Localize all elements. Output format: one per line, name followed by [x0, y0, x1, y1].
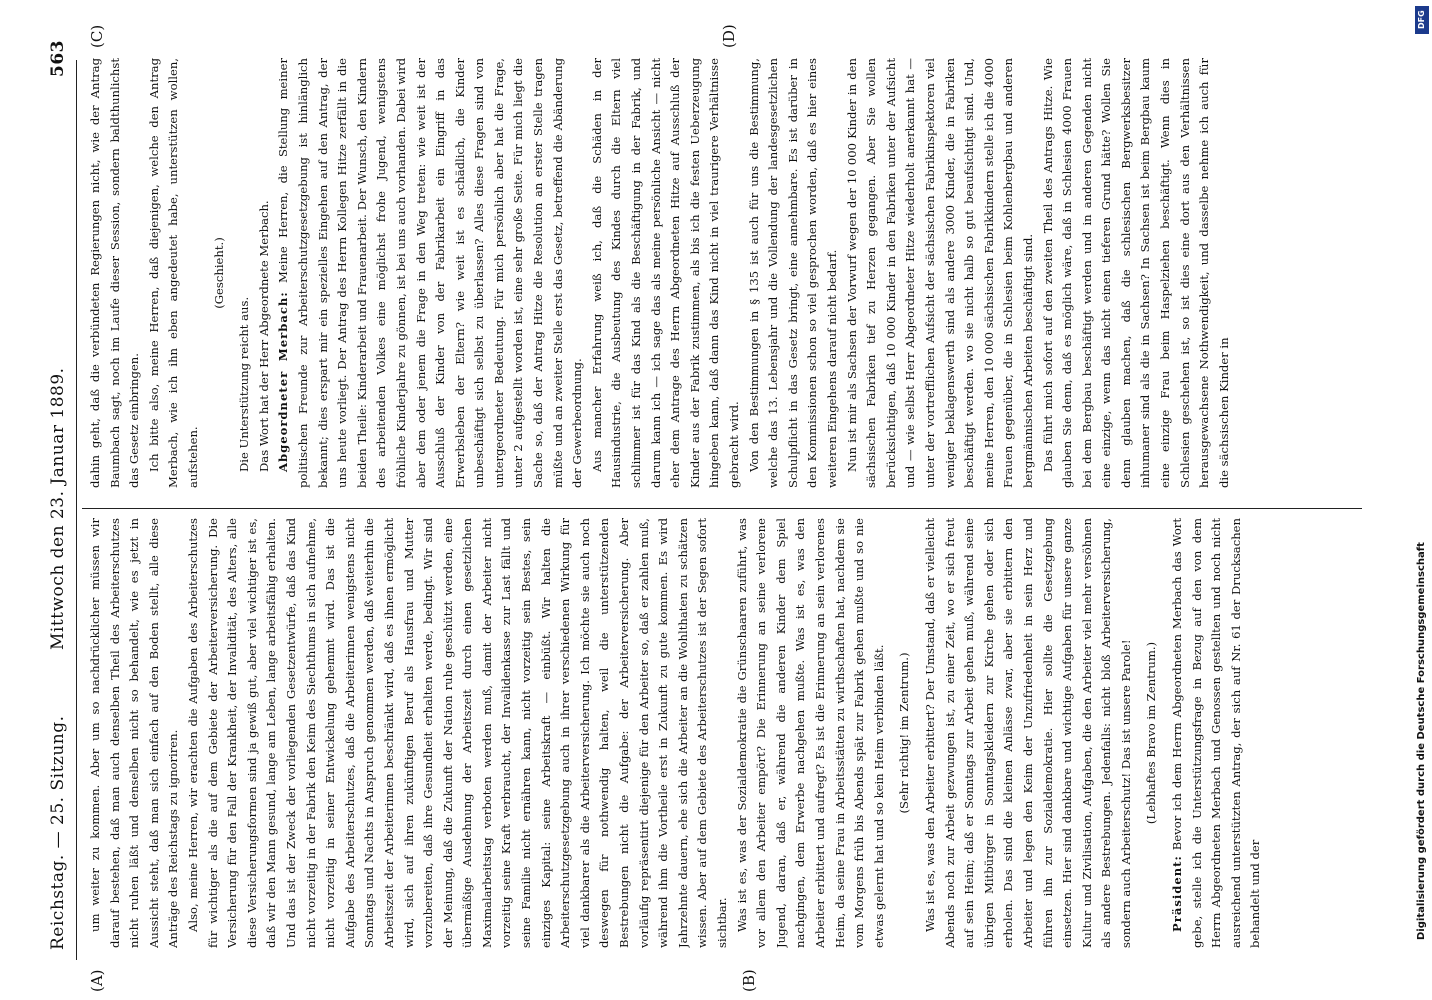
paragraph: Nun ist mir als Sachsen der Vorwurf wegen der 10 000 Kinder in den sächsischen Fabriken tief zu Herzen gegangen. Aber Sie wollen berücksichtigen, daß 10 000 Kinder in den Fabriken unter der Aufsicht und — wie selbst Herr Abgeordneter Hitze wiederholt anerkannt hat — unter der vortrefflichen Aufsicht der sächsischen Fabrikinspektoren viel weniger beklagenswerth sind als andere 3000 Kinder, die in Fabriken beschäftigt werden. wo sie nicht halb so gut beaufsichtigt sind. Und, meine Herren, den 10 000 sächsischen Fabrikkindern stelle ich die 4000 Frauen gegenüber, die in Schlesien beim Kohlenbergbau und anderen bergmännischen Arbeiten beschäftigt sind.	[844, 58, 1035, 488]
interjection: (Sehr richtig! im Zentrum.)	[897, 652, 912, 814]
paragraph: um weiter zu kommen. Aber um so nachdrücklicher müssen wir darauf bestehen, daß man auch denselben Theil des Arbeiterschutzes nicht ruhen läßt und denselben nicht so behandelt, wie es jetzt in Aussicht steht, daß man sich einfach auf den Boden stellt, alle diese Anträge des Reichstags zu ignoriren.	[88, 518, 181, 948]
president-paragraph	[1168, 518, 1266, 948]
speech-text: Meine Herren, die Stellung meiner politischen Freunde zur Arbeiterschutzgesetzgebung ist hinlänglich bekannt; dies erspart mir ein spezielles Eingehen auf den Antrag, der uns heute vorliegt. Der Antrag des Herrn Kollegen Hitze zerfällt in die beiden Theile: Kinderarbeit und Frauenarbeit. Der Wunsch, den Kindern des arbeitenden Volkes eine möglichst frohe Jugend, wenigstens fröhliche Kinderjahre zu gönnen, ist bei uns auch vorhanden. Dabei wird aber dem oder jenem die Frage in den Weg treten: wie weit ist der Ausschluß der Kinder von der Fabrikarbeit ein Eingriff in das Erwerbsleben der Eltern? wie weit ist es schädlich, die Kinder unbeschäftigt sich selbst zu überlassen? Alles diese Fragen sind von untergeordneter Bedeutung. Für mich persönlich aber hat die Frage, unter 2 aufgestellt worden ist, eine sehr große Seite. Für mich liegt die Sache so, daß der Antrag Hitze die Resolution an erster Stelle tragen müßte und an zweiter Stelle erst das Gesetz, betreffend die Abänderung der Gewerbeordnung.	[276, 58, 585, 488]
speaker-name: Abgeordneter Merbach:	[276, 291, 291, 472]
header-left: Reichstag. — 25. Sitzung.	[48, 715, 68, 950]
paragraph: Das führt mich sofort auf den zweiten Theil des Antrags Hitze. Wie glauben Sie denn, daß es möglich wäre, daß in Schlesien 4000 Frauen bei dem Bergbau beschäftigt werden und in anderen Gegenden nicht eine einzige, wenn das nicht einen tieferen Grund hätte? Wollen Sie denn glauben machen, daß die schlesischen Bergwerksbesitzer inhumaner sind als die in Sachsen? In Sachsen ist beim Bergbau kaum eine einzige Frau beim Haspelziehen beschäftigt. Wenn dies in Schlesien geschehen ist, so ist dies eine dort aus den Verhältnissen herausgewachsene Nothwendigkeit, und dasselbe nehme ich auch für die sächsischen Kinder in	[1040, 58, 1231, 488]
left-column	[86, 518, 1376, 948]
right-column	[86, 58, 1376, 488]
paragraph: Aus mancher Erfahrung weiß ich, daß die Schäden in der Hausindustrie, die Ausbeutung des Kindes durch die Eltern viel schlimmer ist für das Kind als die Beschäftigung in der Fabrik, und darum kann ich — ich sage das als meine persönliche Ansicht — nicht eher dem Antrage des Herrn Abgeordneten Hitze auf Ausschluß der Kinder aus der Fabrik zustimmen, als bis ich die festen Ueberzeugung hingeben kann, daß dann das Kind nicht in viel traurigere Verhältnisse gebracht wird.	[589, 58, 741, 488]
margin-mark-c: (C)	[88, 24, 106, 48]
paragraph: Was ist es, was der Sozialdemokratie die Grünschaaren zuführt, was vor allem den Arbeiter empört? Die Erinnerung an seine verlorene Jugend, daran, daß er, während die anderen Kinder dem Spiel nachgingen, dem Erwerbe nachgehen mußte. Was ist es, was den Arbeiter erbittert und aufregt? Es ist die Erinnerung an sein verlorenes Heim, da seine Frau in Arbeitsstätten zu wirthschaften hat, nachdem sie vom Morgens früh bis Abends spät zur Fabrik gehen mußte und so nie etwas gelernt hat und so kein Heim verbinden läßt.	[734, 518, 886, 948]
interjection: (Geschieht.)	[211, 237, 226, 309]
column-divider	[82, 508, 1362, 509]
speech-text: Bevor ich dem Herrn Abgeordneten Merbach das Wort gebe, stelle ich die Unterstützungsfrage in Bezug auf den von dem Herrn Abgeordneten Merbach und Genossen gestellten und noch nicht ausreichend unterstützten Antrag, der sich auf Nr. 61 der Drucksachen behandelt und der	[1170, 518, 1263, 948]
interjection: (Lebhaftes Bravo im Zentrum.)	[1144, 641, 1159, 825]
header-rule	[76, 60, 77, 960]
paragraph: Das Wort hat der Herr Abgeordnete Merbach.	[256, 200, 271, 472]
paragraph: Die Unterstützung reicht aus.	[237, 296, 252, 472]
dfg-logo: DFG	[1415, 6, 1429, 34]
margin-mark-b: (B)	[740, 969, 758, 992]
page-number: 563	[48, 40, 68, 77]
page-header	[48, 20, 74, 980]
digitization-credit: Digitalisierung gefördert durch die Deutsche Forschungsgemeinschaft	[1416, 542, 1427, 940]
header-date: Mittwoch den 23. Januar 1889.	[48, 367, 68, 650]
paragraph: Also, meine Herren, wir erachten die Aufgaben des Arbeiterschutzes für wichtiger als die auf dem Gebiete der Arbeiterversicherung. Die Versicherung für den Fall der Krankheit, der Invalidität, des Alters, alle diese Versicherungsformen sind ja gewiß gut, aber viel wichtiger ist es, daß wir den Mann gesund, lange am Leben, lange arbeitsfähig erhalten. Und das ist der Zweck der vorliegenden Gesetzentwürfe, daß das Kind nicht vorzeitig in der Fabrik den Keim des Siechthums in sich aufnehme, nicht vorzeitig in seiner Entwickelung gehemmt wird. Das ist die Aufgabe des Arbeiterschutzes, daß die Arbeiterinnen wenigstens nicht Sonntags und Nachts in Anspruch genommen werden, daß weiterhin die Arbeitszeit der Arbeiterinnen beschränkt wird, daß es ihnen ermöglicht wird, sich auf ihren zukünftigen Beruf als Hausfrau und Mutter vorzubereiten, daß ihre Gesundheit erhalten werde, bedingt. Wir sind der Meinung, daß die Zukunft der Nation ruhe geschützt werden, eine übermäßige Ausdehnung der Arbeitszeit durch einen gesetzlichen Maximalarbeitstag verboten werden muß, damit der Arbeiter nicht vorzeitig seine Kraft verbraucht, der Invalidenkasse zur Last fällt und seine Familie nicht ernähren kann, nicht vorzeitig sein Bestes, sein einziges Kapital: seine Arbeitskraft — einbüßt. Wir halten die Arbeiterschutzgesetzgebung auch in ihrer verschiedenen Wirkung für viel dankbarer als die Arbeiterversicherung. Ich möchte sie auch noch deswegen für nothwendig halten, weil die unterstützenden Bestrebungen nicht die Aufgabe: der Arbeiterversicherung. Aber vorläufig repräsentirt diejenige für den Arbeiter so, daß er zahlen muß, während ihm die Vortheile erst in Zukunft zu gute kommen. Es wird Jahrzehnte dauern, ehe sich die Arbeiter an die Wohlthaten zu schätzen wissen. Aber auf dem Gebiete des Arbeiterschutzes ist der Segen sofort sichtbar.	[185, 518, 729, 948]
paragraph: Was ist es, was den Arbeiter erbittert? Der Umstand, daß er vielleicht Abends noch zur Arbeit gezwungen ist, zu einer Zeit, wo er sich freut auf sein Heim; daß er Sonntags zur Arbeit gehen muß, während seine übrigen Mitbürger in Sonntagskleidern zur Kirche gehen oder sich erholen. Das sind die kleinen Anlässe zwar, aber sie erbittern den Arbeiter und legen den Keim der Unzufriedenheit in sein Herz und führen ihn zur Sozialdemokratie. Hier sollte die Gesetzgebung einsetzen. Hier sind dankbare und wichtige Aufgaben für unsere ganze Kultur und Zivilisation, Aufgaben, die den Arbeiter viel mehr versöhnen als andere Bestrebungen. Jedenfalls: nicht bloß Arbeiterversicherung, sondern auch Arbeiterschutz! Das ist unsere Parole!	[922, 518, 1133, 948]
margin-mark-a: (A)	[88, 969, 106, 992]
speaker-name: Präsident:	[1170, 855, 1185, 932]
speaker-paragraph	[274, 58, 588, 488]
paragraph: Von den Bestimmungen in § 135 ist auch für uns die Bestimmung, welche das 13. Lebensjahr und die Vollendung der landesgesetzlichen Schulpflicht in das Gesetz bringt, eine annehmbare. Es ist darüber in den Kommissionen schon so viel gesprochen worden, daß es hier eines weiteren Eingehens darauf nicht bedarf.	[746, 58, 839, 488]
paragraph: Ich bitte also, meine Herren, daß diejenigen, welche den Antrag Merbach, wie ich ihn eben angedeutet habe, unterstützen wollen, aufstehen.	[146, 58, 200, 488]
margin-mark-d: (D)	[720, 24, 738, 48]
paragraph: dahin geht, daß die verbündeten Regierungen nicht, wie der Antrag Baumbach sagt, noch im Laufe dieser Session, sondern baldthunlichst das Gesetz einbringen.	[88, 58, 142, 488]
